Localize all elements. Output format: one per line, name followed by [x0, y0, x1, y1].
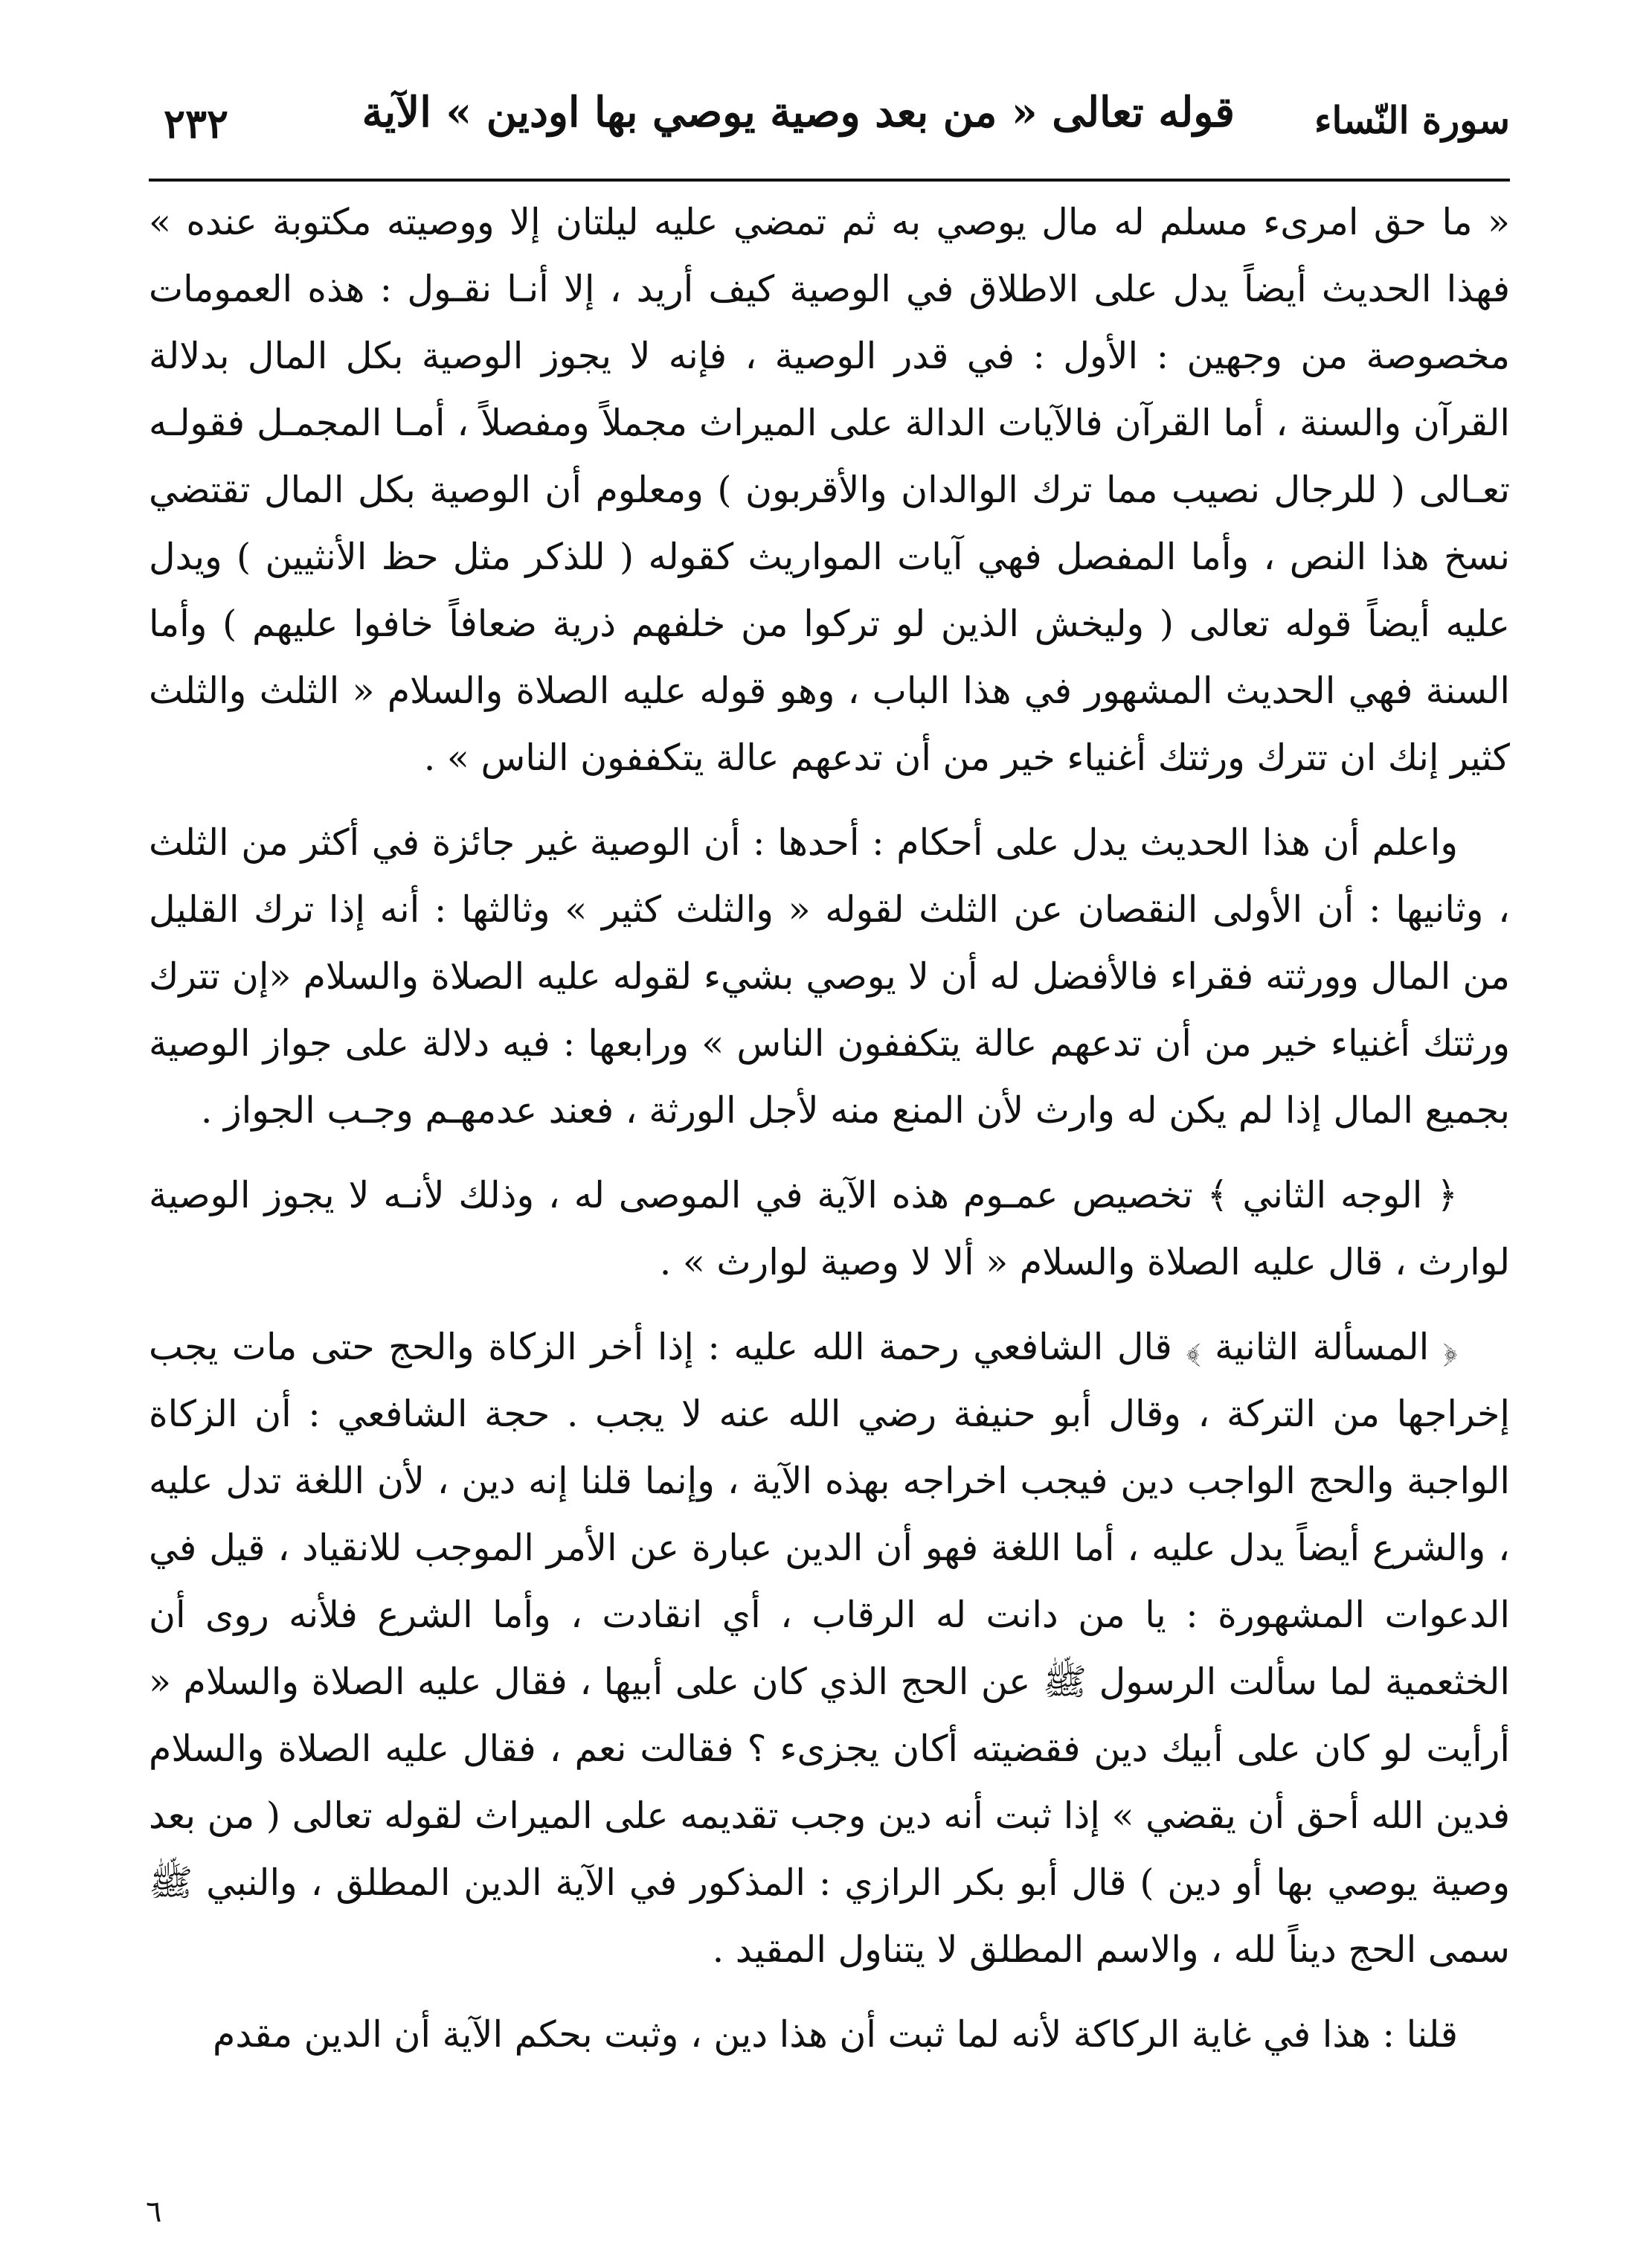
running-header — [149, 67, 1510, 182]
page-body — [149, 189, 1510, 2068]
surah-title: سورة النّساء — [1314, 98, 1510, 142]
page-number: ٢٣٢ — [164, 100, 229, 147]
paragraph-1: « ما حق امرىء مسلم له مال يوصي به ثم تمضي عليه ليلتان إلا ووصيته مكتوبة عنده » فهذا الحديث أيضاً يدل على الاطلاق في الوصية كيف أريد ، إلا أنـا نقـول : هذه العمومات مخصوصة من وجهين : الأول : في قدر الوصية ، فإنه لا يجوز الوصية بكل المال بدلالة القرآن والسنة ، أما القرآن فالآيات الدالة على الميراث مجملاً ومفصلاً ، أمـا المجمـل فقولـه تعـالى ( للرجال نصيب مما ترك الوالدان والأقربون ) ومعلوم أن الوصية بكل المال تقتضي نسخ هذا النص ، وأما المفصل فهي آيات المواريث كقوله ( للذكر مثل حظ الأنثيين ) ويدل عليه أيضاً قوله تعالى ( وليخش الذين لو تركوا من خلفهم ذرية ضعافاً خافوا عليهم ) وأما السنة فهي الحديث المشهور في هذا الباب ، وهو قوله عليه الصلاة والسلام « الثلث والثلث كثير إنك ان تترك ورثتك أغنياء خير من أن تدعهم عالة يتكففون الناس » . — [149, 201, 1510, 779]
paragraph-4: ﴿ المسألة الثانية ﴾ قال الشافعي رحمة الله عليه : إذا أخر الزكاة والحج حتى مات يجب إخراجها من التركة ، وقال أبو حنيفة رضي الله عنه لا يجب . حجة الشافعي : أن الزكاة الواجبة والحج الواجب دين فيجب اخراجه بهذه الآية ، وإنما قلنا إنه دين ، لأن اللغة تدل عليه ، والشرع أيضاً يدل عليه ، أما اللغة فهو أن الدين عبارة عن الأمر الموجب للانقياد ، قيل في الدعوات المشهورة : يا من دانت له الرقاب ، أي انقادت ، وأما الشرع فلأنه روى أن الخثعمية لما سألت الرسول ﷺ عن الحج الذي كان على أبيها ، فقال عليه الصلاة والسلام « أرأيت لو كان على أبيك دين فقضيته أكان يجزىء ؟ فقالت نعم ، فقال عليه الصلاة والسلام فدين الله أحق أن يقضي » إذا ثبت أنه دين وجب تقديمه على الميراث لقوله تعالى ( من بعد وصية يوصي بها أو دين ) قال أبو بكر الرازي : المذكور في الآية الدين المطلق ، والنبي ﷺ سمى الحج ديناً لله ، والاسم المطلق لا يتناول المقيد . — [149, 1326, 1510, 1971]
paragraph-5: قلنا : هذا في غاية الركاكة لأنه لما ثبت أن هذا دين ، وثبت بحكم الآية أن الدين مقدم — [213, 2013, 1458, 2056]
footer-mark: ٦ — [146, 2195, 162, 2229]
paragraph-2: واعلم أن هذا الحديث يدل على أحكام : أحدها : أن الوصية غير جائزة في أكثر من الثلث ، وثانيها : أن الأولى النقصان عن الثلث لقوله « والثلث كثير » وثالثها : أنه إذا ترك القليل من المال وورثته فقراء فالأفضل له أن لا يوصي بشيء لقوله عليه الصلاة والسلام «إن تترك ورثتك أغنياء خير من أن تدعهم عالة يتكففون الناس » ورابعها : فيه دلالة على جواز الوصية بجميع المال إذا لم يكن له وارث لأن المنع منه لأجل الورثة ، فعند عدمهـم وجـب الجواز . — [149, 821, 1510, 1132]
page — [149, 67, 1510, 2225]
ayah-title: قوله تعالى « من بعد وصية يوصي بها اودين » الآية — [361, 88, 1235, 137]
paragraph-3: ﴿ الوجه الثاني ﴾ تخصيص عمـوم هذه الآية في الموصى له ، وذلك لأنـه لا يجوز الوصية لوارث ، قال عليه الصلاة والسلام « ألا لا وصية لوارث » . — [149, 1174, 1510, 1283]
